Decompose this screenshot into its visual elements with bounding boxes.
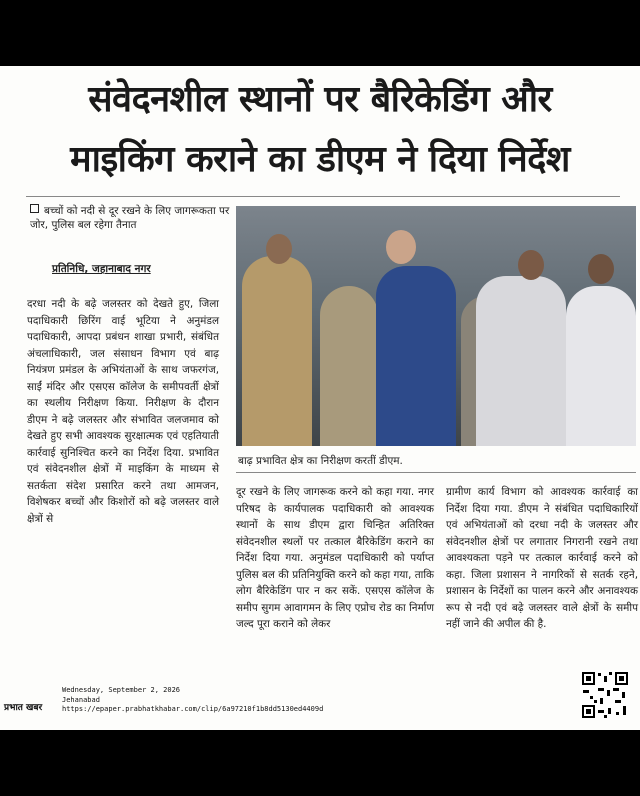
footer-date: Wednesday, September 2, 2026 xyxy=(62,686,181,694)
subhead xyxy=(30,204,230,232)
qr-code-icon xyxy=(580,670,630,720)
footer-url: https://epaper.prabhatkhabar.com/clip/6a97210f1b8dd5130ed4409d xyxy=(62,705,324,713)
article-column-3: ग्रामीण कार्य विभाग को आवश्यक कार्रवाई का निर्देश दिया गया. डीएम ने संबंधित पदाधिकारियों एवं अभियंताओं को दरधा नदी के जलस्तर और संवेदनशील क्षेत्रों पर लगातार निगरानी रखने तथा आवश्यकता पड़ने पर तत्काल कार्रवाई करने को कहा. जिला प्रशासन ने नागरिकों से सतर्क रहने, प्रशासन के निर्देशों का पालन करने और अनावश्यक रूप से नदी एवं बढ़े जलस्तर वाले क्षेत्रों के समीप नहीं जाने की अपील की है. xyxy=(446,486,638,630)
publisher-logo: प्रभात खबर xyxy=(4,703,43,713)
headline-line-1: संवेदनशील स्थानों पर बैरिकेडिंग और xyxy=(88,79,552,120)
headline-line-2: माइकिंग कराने का डीएम ने दिया निर्देश xyxy=(70,139,570,180)
news-photo xyxy=(236,206,636,446)
photo-caption: बाढ़ प्रभावित क्षेत्र का निरीक्षण करतीं डीएम. xyxy=(238,455,403,467)
headline-rule xyxy=(26,196,620,197)
newspaper-clipping xyxy=(0,66,640,730)
subhead-text: बच्चों को नदी से दूर रखने के लिए जागरूकता पर जोर, पुलिस बल रहेगा तैनात xyxy=(30,205,230,231)
caption-rule xyxy=(236,472,636,473)
byline: प्रतिनिधि, जहानाबाद नगर xyxy=(52,263,151,275)
footer-place: Jehanabad xyxy=(62,695,100,704)
square-bullet-icon xyxy=(30,204,39,213)
article-column-1: दरधा नदी के बढ़े जलस्तर को देखते हुए, जिला पदाधिकारी छिरिंग वाई भूटिया ने अनुमंडल पदाधिकारी, आपदा प्रबंधन शाखा प्रभारी, संबंधित अंचलाधिकारी, जल संसाधन विभाग एवं बाढ़ नियंत्रण प्रमंडल के अभियंताओं के साथ जफरगंज, साईं मंदिर और एसएस कॉलेज के समीपवर्ती क्षेत्रों का स्थलीय निरीक्षण किया. निरीक्षण के दौरान डीएम ने बढ़े जलस्तर और संभावित जलजमाव को देखते हुए सभी आवश्यक सुरक्षात्मक एवं एहतियाती कार्रवाई सुनिश्चित करने का निर्देश दिया. प्रभावित एवं संवेदनशील क्षेत्रों में माइकिंग के माध्यम से सतर्कता संदेश प्रसारित करने तथा आमजन, विशेषकर बच्चों और किशोरों को बढ़े जलस्तर वाले क्षेत्रों से xyxy=(27,298,219,525)
article-column-2: दूर रखने के लिए जागरूक करने को कहा गया. नगर परिषद के कार्यपालक पदाधिकारी को आवश्यक स्थानों के साथ डीएम द्वारा चिन्हित अतिरिक्त संवेदनशील स्थलों पर तत्काल बैरिकेडिंग कराने का निर्देश दिया गया. अनुमंडल पदाधिकारी को पर्याप्त पुलिस बल की प्रतिनियुक्ति करने को कहा गया, ताकि लोग बैरिकेडिंग पार न कर सकें. एसएस कॉलेज के समीप सुगम आवागमन के लिए एप्रोच रोड का निर्माण जल्द पूरा कराने को लेकर xyxy=(236,486,434,630)
clip-footer xyxy=(62,686,323,715)
